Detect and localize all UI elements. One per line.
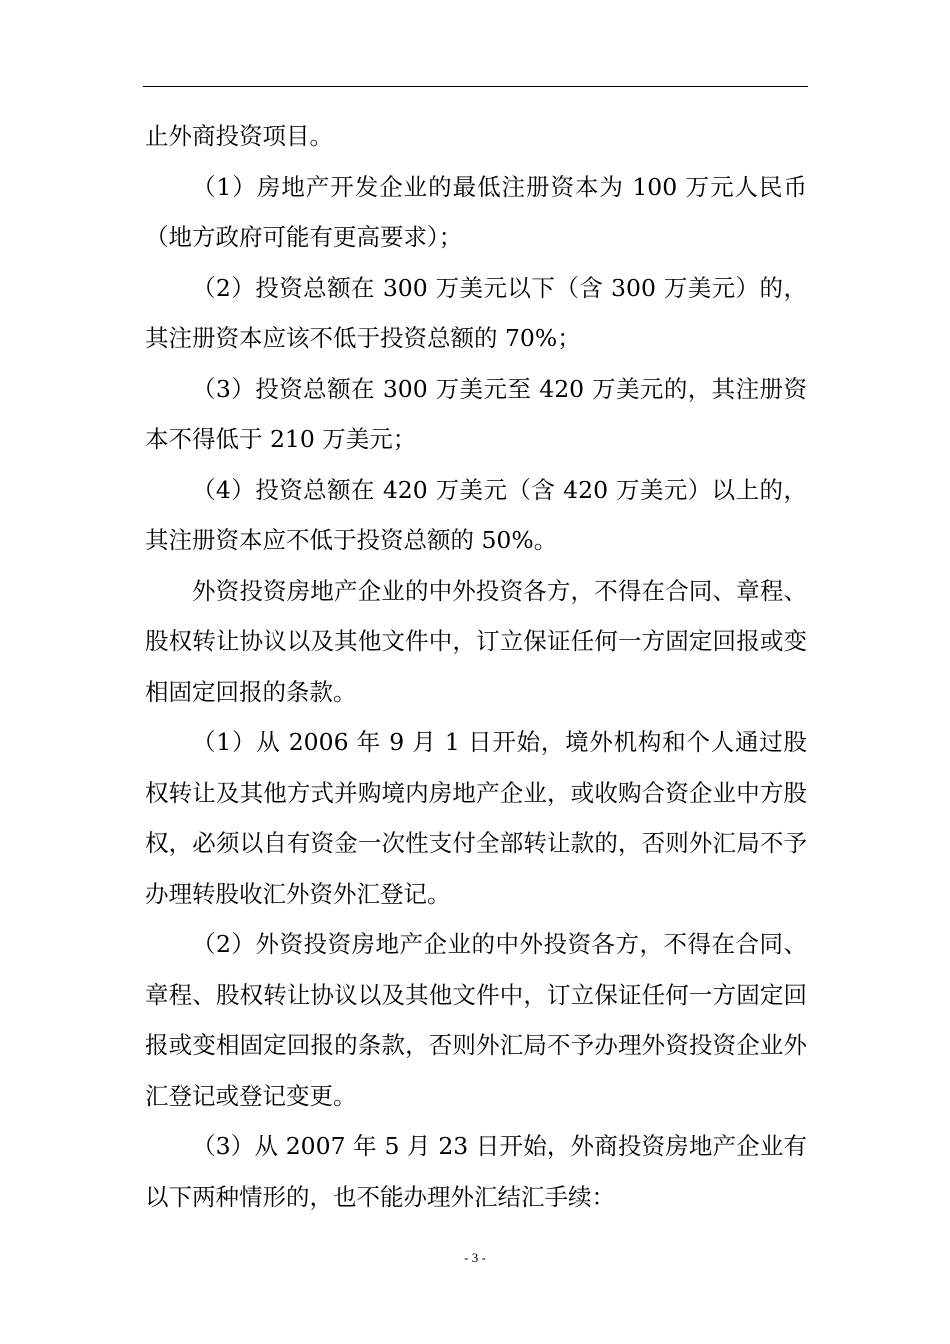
paragraph-item-1-capital: （1）房地产开发企业的最低注册资本为 100 万元人民币（地方政府可能有更高要求）； xyxy=(145,172,807,251)
paragraph-item-2-forex: （2）外资投资房地产企业的中外投资各方，不得在合同、章程、股权转让协议以及其他文件中，订立保证任何一方固定回报或变相固定回报的条款，否则外汇局不予办理外资投资企业外汇登记或登记变更。 xyxy=(145,930,807,1110)
paragraph-item-2-capital: （2）投资总额在 300 万美元以下（含 300 万美元）的，其注册资本应该不低于投资总额的 70%； xyxy=(145,273,807,352)
paragraph-item-4-capital: （4）投资总额在 420 万美元（含 420 万美元）以上的，其注册资本应不低于投资总额的 50%。 xyxy=(145,475,807,554)
header-rule xyxy=(143,86,808,87)
paragraph-continuation: 止外商投资项目。 xyxy=(145,122,333,150)
paragraph-item-3-capital: （3）投资总额在 300 万美元至 420 万美元的，其注册资本不得低于 210 万美元； xyxy=(145,374,807,453)
paragraph-item-3-forex: （3）从 2007 年 5 月 23 日开始，外商投资房地产企业有以下两种情形的，也不能办理外汇结汇手续： xyxy=(145,1132,807,1211)
document-body xyxy=(145,111,807,1222)
paragraph-item-1-forex: （1）从 2006 年 9 月 1 日开始，境外机构和个人通过股权转让及其他方式并购境内房地产企业，或收购合资企业中方股权，必须以自有资金一次性支付全部转让款的，否则外汇局不予办理转股收汇外资外汇登记。 xyxy=(145,728,807,908)
page-number: - 3 - xyxy=(464,1250,486,1265)
paragraph-fixed-return-rule: 外资投资房地产企业的中外投资各方，不得在合同、章程、股权转让协议以及其他文件中，订立保证任何一方固定回报或变相固定回报的条款。 xyxy=(145,576,807,706)
